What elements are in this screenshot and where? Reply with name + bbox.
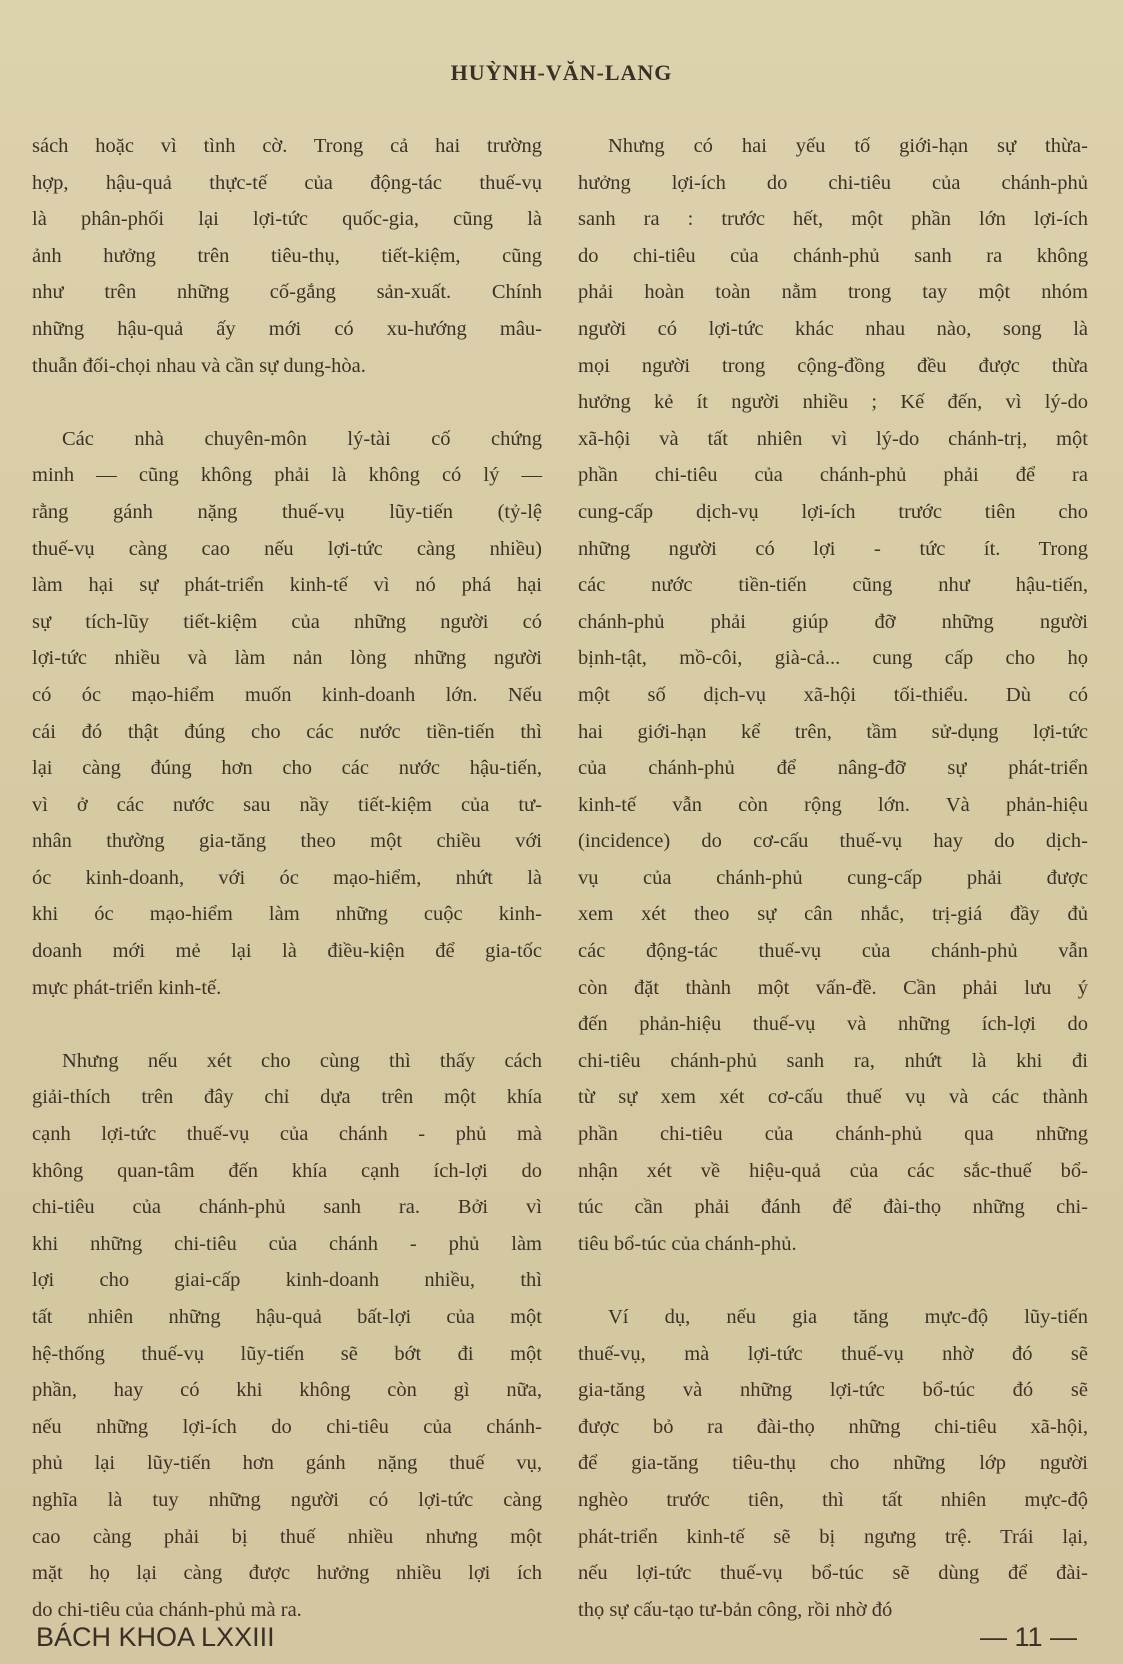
text-line: cái đó thật đúng cho các nước tiền-tiến thì	[32, 720, 542, 743]
text-line: hưởng lợi-ích do chi-tiêu của chánh-phủ	[578, 171, 1088, 194]
text-line: lợi-tức nhiều và làm nản lòng những người	[32, 647, 542, 670]
text-line: do chi-tiêu của chánh-phủ mà ra.	[32, 1598, 302, 1621]
text-line: cung-cấp dịch-vụ lợi-ích trước tiên cho	[578, 500, 1088, 523]
text-line: nếu lợi-tức thuế-vụ bổ-túc sẽ dùng để đài-	[578, 1562, 1088, 1585]
paragraph	[32, 421, 542, 1007]
text-line: Nhưng nếu xét cho cùng thì thấy cách	[62, 1049, 542, 1072]
text-line: thuế-vụ càng cao nếu lợi-tức càng nhiều)	[32, 537, 542, 560]
text-line: những người có lợi - tức ít. Trong	[578, 537, 1088, 560]
text-line: thuẫn đối-chọi nhau và cần sự dung-hòa.	[32, 354, 366, 377]
footer-page-number: — 11 —	[979, 1622, 1077, 1652]
text-line: doanh mới mẻ lại là điều-kiện để gia-tốc	[32, 940, 542, 963]
paragraph-gap	[32, 384, 542, 421]
text-line: của chánh-phủ để nâng-đỡ sự phát-triển	[578, 757, 1088, 780]
text-line: vì ở các nước sau nầy tiết-kiệm của tư-	[32, 793, 542, 816]
text-line: tất nhiên những hậu-quả bất-lợi của một	[32, 1306, 542, 1328]
text-line: phát-triển kinh-tế sẽ bị ngưng trệ. Trái lại,	[578, 1525, 1088, 1548]
text-line: như trên những cố-gắng sản-xuất. Chính	[32, 281, 542, 304]
paragraph-gap	[32, 1006, 542, 1043]
text-line: (incidence) do cơ-cấu thuế-vụ hay do dịch-	[578, 830, 1088, 853]
text-line: nghĩa là tuy những người có lợi-tức càng	[32, 1488, 542, 1511]
text-line: không quan-tâm đến khía cạnh ích-lợi do	[32, 1159, 542, 1182]
text-line: có óc mạo-hiểm muốn kinh-doanh lớn. Nếu	[32, 683, 542, 706]
text-line: hệ-thống thuế-vụ lũy-tiến sẽ bớt đi một	[32, 1342, 542, 1365]
text-line: nếu những lợi-ích do chi-tiêu của chánh-	[32, 1415, 542, 1438]
text-line: Nhưng có hai yếu tố giới-hạn sự thừa-	[608, 135, 1088, 157]
text-line: phần chi-tiêu của chánh-phủ qua những	[578, 1123, 1088, 1146]
text-line: lợi cho giai-cấp kinh-doanh nhiều, thì	[32, 1269, 542, 1292]
text-line: ảnh hưởng trên tiêu-thụ, tiết-kiệm, cũng	[32, 244, 542, 267]
text-line: thuế-vụ, mà lợi-tức thuế-vụ nhờ đó sẽ	[578, 1342, 1088, 1365]
right-column	[578, 128, 1088, 1628]
text-line: sách hoặc vì tình cờ. Trong cả hai trường	[32, 135, 542, 157]
footer-publication: BÁCH KHOA LXXIII	[36, 1622, 275, 1652]
text-line: minh — cũng không phải là không có lý —	[32, 464, 542, 487]
text-line: người có lợi-tức khác nhau nào, song là	[578, 317, 1088, 340]
text-line: Các nhà chuyên-môn lý-tài cố chứng	[62, 427, 542, 450]
text-line: chánh-phủ phải giúp đỡ những người	[578, 610, 1088, 633]
text-line: cạnh lợi-tức thuế-vụ của chánh - phủ mà	[32, 1123, 542, 1146]
text-line: nhân thường gia-tăng theo một chiều với	[32, 830, 542, 853]
text-line: các nước tiền-tiến cũng như hậu-tiến,	[578, 574, 1088, 597]
text-line: chi-tiêu chánh-phủ sanh ra, nhứt là khi đi	[578, 1049, 1088, 1072]
page-header-author: HUỲNH-VĂN-LANG	[450, 60, 673, 85]
text-line: các động-tác thuế-vụ của chánh-phủ vẫn	[578, 940, 1088, 963]
text-line: phần chi-tiêu của chánh-phủ phải để ra	[578, 464, 1088, 487]
text-line: xem xét theo sự cân nhắc, trị-giá đầy đủ	[578, 903, 1088, 926]
text-line: rằng gánh nặng thuế-vụ lũy-tiến (tỷ-lệ	[32, 500, 542, 523]
text-line: làm hại sự phát-triển kinh-tế vì nó phá hại	[32, 574, 542, 597]
text-line: do chi-tiêu của chánh-phủ sanh ra không	[578, 244, 1088, 267]
text-line: được bỏ ra đài-thọ những chi-tiêu xã-hội,	[578, 1415, 1088, 1438]
text-line: hợp, hậu-quả thực-tế của động-tác thuế-vụ	[32, 171, 542, 194]
text-line: mực phát-triển kinh-tế.	[32, 976, 222, 999]
text-line: là phân-phối lại lợi-tức quốc-gia, cũng là	[32, 208, 542, 231]
text-line: sanh ra : trước hết, một phần lớn lợi-ích	[578, 208, 1088, 231]
text-line: nhận xét về hiệu-quả của các sắc-thuế bổ-	[578, 1159, 1088, 1182]
text-line: bịnh-tật, mồ-côi, già-cả... cung cấp cho họ	[578, 647, 1088, 670]
paragraph-gap	[578, 1262, 1088, 1299]
text-line: những hậu-quả ấy mới có xu-hướng mâu-	[32, 317, 542, 340]
text-line: giải-thích trên đây chỉ dựa trên một khía	[32, 1086, 542, 1109]
text-line: đến phản-hiệu thuế-vụ và những ích-lợi do	[578, 1013, 1088, 1036]
paragraph	[32, 1043, 542, 1629]
text-line: tiêu bổ-túc của chánh-phủ.	[578, 1232, 797, 1255]
text-line: xã-hội và tất nhiên vì lý-do chánh-trị, một	[578, 427, 1088, 450]
text-line: khi những chi-tiêu của chánh - phủ làm	[32, 1232, 542, 1255]
text-line: mọi người trong cộng-đồng đều được thừa	[578, 354, 1088, 377]
text-line: từ sự xem xét cơ-cấu thuế vụ và các thành	[578, 1086, 1088, 1109]
text-line: phải hoàn toàn nằm trong tay một nhóm	[578, 281, 1088, 304]
text-line: chi-tiêu của chánh-phủ sanh ra. Bởi vì	[32, 1196, 542, 1219]
text-line: sự tích-lũy tiết-kiệm của những người có	[32, 610, 542, 633]
text-line: gia-tăng và những lợi-tức bổ-túc đó sẽ	[578, 1379, 1088, 1402]
text-line: cao càng phải bị thuế nhiều nhưng một	[32, 1525, 542, 1548]
text-line: hai giới-hạn kể trên, tầm sử-dụng lợi-tức	[578, 720, 1088, 743]
text-line: thọ sự cấu-tạo tư-bản công, rồi nhờ đó	[578, 1598, 893, 1621]
left-column	[32, 128, 542, 1628]
text-line: túc cần phải đánh để đài-thọ những chi-	[578, 1196, 1088, 1219]
text-line: một số dịch-vụ xã-hội tối-thiểu. Dù có	[578, 683, 1088, 706]
text-line: lại càng đúng hơn cho các nước hậu-tiến,	[32, 757, 542, 780]
paragraph	[32, 128, 542, 384]
paragraph	[578, 1299, 1088, 1628]
text-line: hưởng kẻ ít người nhiều ; Kế đến, vì lý-do	[578, 391, 1088, 414]
text-line: nghèo trước tiên, thì tất nhiên mực-độ	[578, 1488, 1088, 1511]
paragraph	[578, 128, 1088, 1262]
text-line: kinh-tế vẫn còn rộng lớn. Và phản-hiệu	[578, 793, 1088, 816]
text-line: để gia-tăng tiêu-thụ cho những lớp người	[578, 1452, 1088, 1475]
text-line: mặt họ lại càng được hưởng nhiều lợi ích	[32, 1562, 542, 1585]
text-line: khi óc mạo-hiểm làm những cuộc kinh-	[32, 903, 542, 926]
text-line: phủ lại lũy-tiến hơn gánh nặng thuế vụ,	[32, 1452, 542, 1475]
text-line: Ví dụ, nếu gia tăng mực-độ lũy-tiến	[608, 1306, 1088, 1328]
text-line: phần, hay có khi không còn gì nữa,	[32, 1379, 542, 1402]
text-line: vụ của chánh-phủ cung-cấp phải được	[578, 866, 1088, 889]
text-line: còn đặt thành một vấn-đề. Cần phải lưu ý	[578, 976, 1088, 999]
text-line: óc kinh-doanh, với óc mạo-hiểm, nhứt là	[32, 866, 542, 889]
